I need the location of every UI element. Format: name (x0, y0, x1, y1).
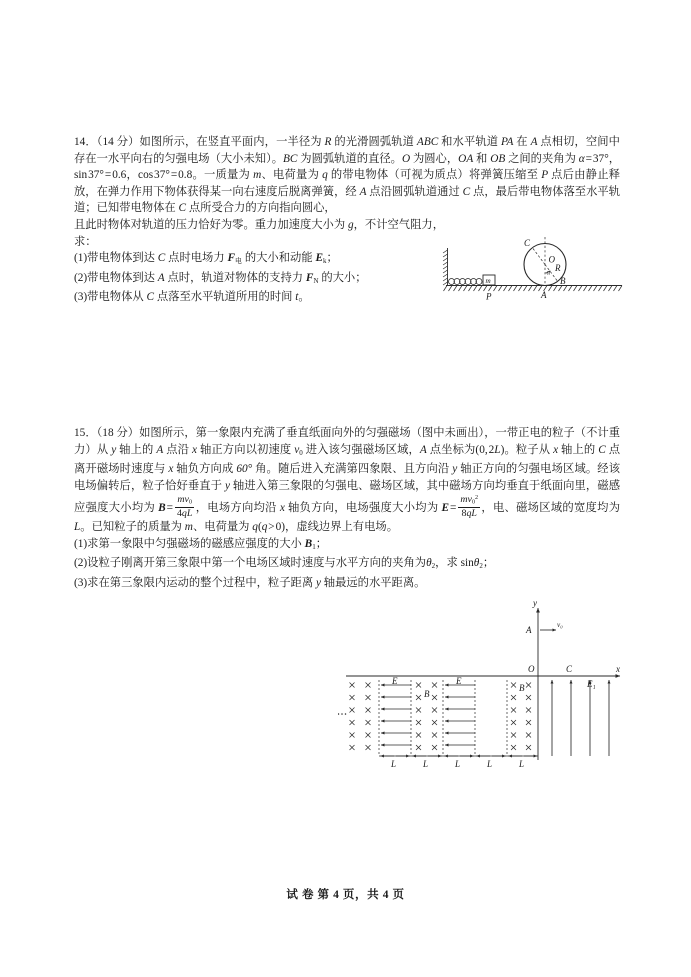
figure-15-label-E1: E₁ (587, 679, 596, 689)
question-15-subquestions (74, 536, 620, 592)
formula-B: $\frac{mv_0}{4qL}$ (176, 494, 193, 519)
figure-14-label-O: O (548, 254, 555, 265)
figure-15-label-B-region2: B (519, 683, 525, 693)
figure-15-label-B-region1: B (424, 689, 430, 699)
figure-15-label-L-2: L (423, 759, 429, 769)
figure-15-label-L-1: L (391, 759, 397, 769)
question-14-stem: 14．（14 分）如图所示，在竖直平面内，一半径为 R 的光滑圆弧轨道 ABC 和水平轨道 PA 在 A 点相切，空间中存在一水平向右的匀强电场（大小未知）。BC 为圆弧轨道的直径。O 为圆心，OA 和 OB 之间的夹角为 α = 37°，sin 37° = 0.6，cos 37° = 0.8。一质量为 m、电荷量为 q 的带电物体（可视为质点）将弹簧压缩至 P 点后由静止释放，在弹力作用下物体获得某一向右速度后脱离弹簧，经 A 点沿圆弧轨道通过 C 点，最后带电物体落至水平轨道；已知带电物体在 C 点所受合力的方向指向圆心， 且此时物体对轨道的压力恰好为零。重力加速度大小为 g，不计空气阻力， 求： (74, 136, 621, 248)
figure-15-ellipsis (338, 713, 346, 715)
figure-14-label-P: P (486, 291, 492, 302)
formula-E: $\frac{mv_0^2}{8qL}$ (460, 494, 479, 519)
question-15-stem: 15．（18 分）如图所示，第一象限内充满了垂直纸面向外的匀强磁场（图中未画出），一带正电的粒子（不计重力）从 y 轴上的 A 点沿 x 轴正方向以初速度 $v_0$ 进入该匀强磁场区域，A 点坐标为(0, 2L)。粒子从 x 轴上的 C 点离开磁场时速度与 x 轴负方向成 60° 角。随后进入充满第四象限、且方向沿 y 轴正方向的匀强电场区域。经该电场偏转后，粒子恰好垂直于 y 轴进入第三象限的匀强电、磁场区域，其中磁场方向均垂直于纸面向里，磁感应强度大小均为 B = $\frac{mv_0}{4qL}$ ，电场方向均沿 x 轴负方向，电场强度大小均为 E = $\frac{mv_0^2}{8qL}$ ，电、磁场区域的宽度均为 L。已知粒子的质量为 m、电荷量为 q(q > 0)，虚线边界上有电场。 (74, 427, 621, 534)
figure-15-label-v0: v₀ (557, 621, 563, 629)
figure-15-label-E-region1: E (392, 676, 398, 686)
figure-14-label-R: R (555, 263, 561, 273)
question-14-sub-2: (2)带电物体到达 A 点时，轨道对物体的支持力 $F_N$ 的大小； (74, 271, 367, 285)
figure-15-label-L-4: L (487, 759, 493, 769)
figure-14-label-B: B (560, 276, 566, 286)
figure-15-label-A: A (526, 625, 532, 635)
figure-15-label-L-3: L (455, 759, 461, 769)
question-15-sub-2: (2)设粒子刚离开第三象限中第一个电场区域时速度与水平方向的夹角为$\theta_2$，求 sinθ$_2$； (74, 557, 495, 571)
figure-14-label-C: C (524, 238, 531, 248)
figure-15-label-C: C (566, 664, 573, 674)
figure-15-label-E-region2: E (456, 676, 462, 686)
question-15-sub-1: (1)求第一象限中匀强磁场的磁感应强度的大小 $B_1$； (74, 537, 327, 551)
figure-15-label-x-axis: x (616, 664, 620, 674)
figure-14-label-A: A (541, 290, 547, 300)
figure-14-label-alpha: α (546, 268, 551, 277)
figure-15-label-O: O (528, 664, 535, 674)
question-14-sub-1: (1)带电物体到达 C 点时电场力 $F_电$ 的大小和动能 $E_k$； (74, 252, 338, 266)
figure-15-label-y-axis: y (533, 598, 537, 608)
figure-field-regions (338, 598, 630, 800)
question-14-sub-3: (3)带电物体从 C 点落至水平轨道所用的时间 t。 (74, 291, 310, 304)
figure-15-label-L-5: L (519, 759, 525, 769)
figure-14-label-m: m (485, 277, 491, 285)
question-15-sub-3: (3)求在第三象限内运动的整个过程中，粒子距离 y 轴最远的水平距离。 (74, 576, 426, 589)
figure-circular-track (436, 206, 626, 306)
question-15 (74, 425, 620, 591)
page-footer: 试 卷 第 4 页，共 4 页 (286, 889, 405, 901)
